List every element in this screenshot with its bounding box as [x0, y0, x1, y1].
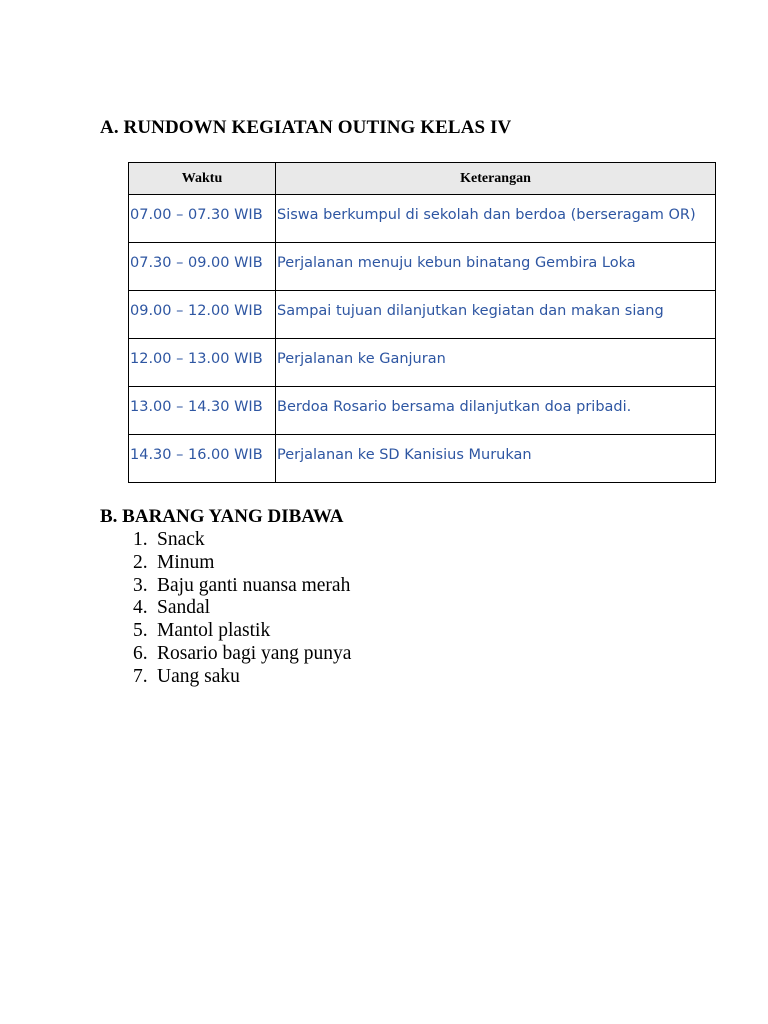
time-cell: 07.30 – 09.00 WIB [129, 243, 276, 291]
table-row [129, 387, 716, 435]
time-cell: 14.30 – 16.00 WIB [129, 435, 276, 483]
description-cell: Siswa berkumpul di sekolah dan berdoa (berseragam OR) [276, 195, 716, 243]
section-b-title: B. BARANG YANG DIBAWA [100, 506, 344, 527]
list-item-label: Uang saku [157, 665, 240, 687]
description-cell: Sampai tujuan dilanjutkan kegiatan dan makan siang [276, 291, 716, 339]
list-item-label: Snack [157, 529, 205, 550]
section-a-title: A. RUNDOWN KEGIATAN OUTING KELAS IV [100, 117, 512, 138]
list-item [133, 620, 351, 643]
items-list [133, 529, 351, 689]
list-item-number: 4. [133, 597, 148, 619]
time-cell: 13.00 – 14.30 WIB [129, 387, 276, 435]
list-item-number: 2. [133, 551, 148, 573]
header-keterangan: Keterangan [276, 163, 716, 195]
list-item-number: 1. [133, 529, 148, 550]
list-item-number: 6. [133, 642, 148, 664]
list-item [133, 575, 351, 598]
list-item-number: 5. [133, 620, 148, 642]
list-item [133, 643, 351, 666]
table-header-row [129, 163, 716, 195]
time-cell: 09.00 – 12.00 WIB [129, 291, 276, 339]
list-item-label: Mantol plastik [157, 620, 271, 642]
time-cell: 12.00 – 13.00 WIB [129, 339, 276, 387]
list-item-number: 7. [133, 665, 148, 687]
list-item-label: Rosario bagi yang punya [157, 642, 352, 664]
table-row [129, 195, 716, 243]
header-waktu: Waktu [129, 163, 276, 195]
description-cell: Perjalanan ke Ganjuran [276, 339, 716, 387]
list-item [133, 529, 351, 552]
table-row [129, 291, 716, 339]
list-item [133, 597, 351, 620]
time-cell: 07.00 – 07.30 WIB [129, 195, 276, 243]
list-item-label: Minum [157, 551, 215, 573]
description-cell: Perjalanan menuju kebun binatang Gembira Loka [276, 243, 716, 291]
list-item-label: Baju ganti nuansa merah [157, 574, 351, 596]
description-cell: Berdoa Rosario bersama dilanjutkan doa pribadi. [276, 387, 716, 435]
table-row [129, 435, 716, 483]
list-item-number: 3. [133, 574, 148, 596]
table-row [129, 339, 716, 387]
rundown-table [128, 162, 716, 483]
description-cell: Perjalanan ke SD Kanisius Murukan [276, 435, 716, 483]
list-item [133, 666, 351, 689]
list-item [133, 552, 351, 575]
table-row [129, 243, 716, 291]
list-item-label: Sandal [157, 597, 211, 619]
